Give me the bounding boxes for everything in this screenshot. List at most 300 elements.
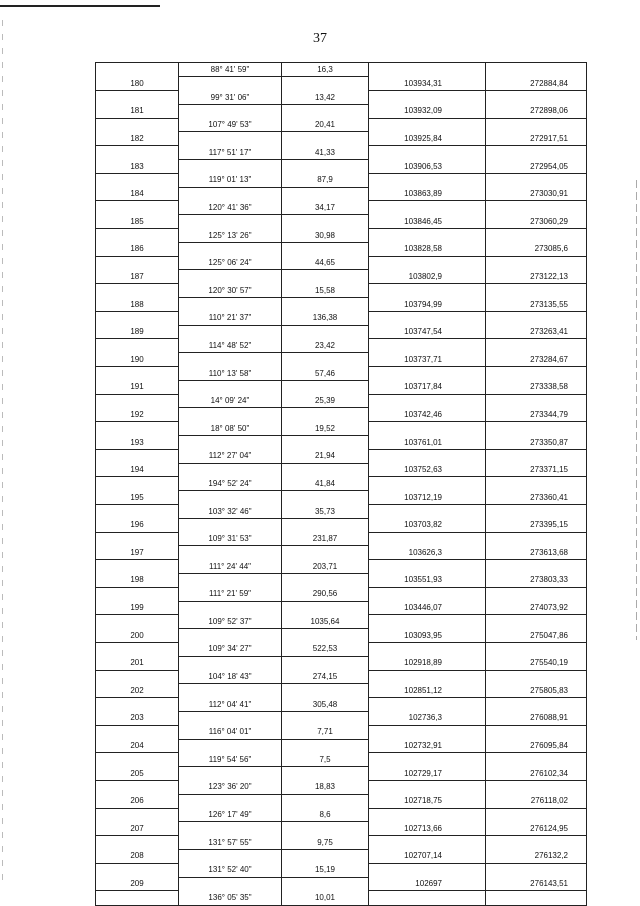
point-number-cell: 183 bbox=[96, 160, 179, 174]
y-cell bbox=[486, 256, 587, 270]
point-cell bbox=[96, 532, 179, 546]
x-cell bbox=[369, 532, 486, 546]
angle-cell bbox=[179, 491, 282, 505]
point-cell bbox=[96, 808, 179, 822]
point-number-cell: 205 bbox=[96, 767, 179, 781]
x-cell bbox=[369, 201, 486, 215]
y-coordinate-cell: 273395,15 bbox=[486, 518, 587, 532]
length-cell bbox=[282, 436, 369, 450]
length-cell: 19,52 bbox=[282, 422, 369, 436]
table-row-point bbox=[96, 160, 587, 174]
table-row-point bbox=[96, 408, 587, 422]
x-coordinate-cell: 102736,3 bbox=[369, 711, 486, 725]
x-coordinate-cell: 103932,09 bbox=[369, 104, 486, 118]
y-cell bbox=[486, 532, 587, 546]
angle-cell bbox=[179, 325, 282, 339]
y-coordinate-cell: 272954,05 bbox=[486, 160, 587, 174]
x-coordinate-cell: 103737,71 bbox=[369, 353, 486, 367]
length-cell: 10,01 bbox=[282, 891, 369, 905]
y-cell bbox=[486, 477, 587, 491]
length-cell: 21,94 bbox=[282, 449, 369, 463]
angle-cell: 99° 31' 06" bbox=[179, 91, 282, 105]
x-coordinate-cell: 102707,14 bbox=[369, 849, 486, 863]
point-number-cell: 202 bbox=[96, 684, 179, 698]
x-cell bbox=[369, 891, 486, 905]
point-number-cell: 203 bbox=[96, 711, 179, 725]
table-row-angle bbox=[96, 284, 587, 298]
angle-cell bbox=[179, 656, 282, 670]
length-cell: 18,83 bbox=[282, 780, 369, 794]
table-row-angle bbox=[96, 615, 587, 629]
angle-cell: 131° 52' 40" bbox=[179, 863, 282, 877]
x-cell bbox=[369, 560, 486, 574]
point-cell bbox=[96, 891, 179, 905]
angle-cell: 120° 41' 36" bbox=[179, 201, 282, 215]
y-coordinate-cell: 273284,67 bbox=[486, 353, 587, 367]
length-cell: 203,71 bbox=[282, 560, 369, 574]
x-cell bbox=[369, 505, 486, 519]
table-row-angle bbox=[96, 560, 587, 574]
table-row-angle bbox=[96, 891, 587, 905]
table-row-point bbox=[96, 436, 587, 450]
length-cell bbox=[282, 215, 369, 229]
table-row-point bbox=[96, 601, 587, 615]
length-cell: 136,38 bbox=[282, 311, 369, 325]
angle-cell: 110° 21' 37" bbox=[179, 311, 282, 325]
angle-cell bbox=[179, 160, 282, 174]
table-row-angle bbox=[96, 146, 587, 160]
angle-cell: 104° 18' 43" bbox=[179, 670, 282, 684]
length-cell bbox=[282, 270, 369, 284]
length-cell bbox=[282, 849, 369, 863]
y-cell bbox=[486, 587, 587, 601]
angle-cell: 136° 05' 35" bbox=[179, 891, 282, 905]
table-row-angle bbox=[96, 863, 587, 877]
x-coordinate-cell: 103446,07 bbox=[369, 601, 486, 615]
length-cell bbox=[282, 380, 369, 394]
y-coordinate-cell: 272898,06 bbox=[486, 104, 587, 118]
x-cell bbox=[369, 642, 486, 656]
length-cell: 305,48 bbox=[282, 698, 369, 712]
angle-cell bbox=[179, 104, 282, 118]
angle-cell: 18° 08' 50" bbox=[179, 422, 282, 436]
x-cell bbox=[369, 587, 486, 601]
length-cell bbox=[282, 160, 369, 174]
length-cell bbox=[282, 77, 369, 91]
x-coordinate-cell: 103846,45 bbox=[369, 215, 486, 229]
length-cell: 231,87 bbox=[282, 532, 369, 546]
table-row-angle bbox=[96, 505, 587, 519]
length-cell bbox=[282, 104, 369, 118]
angle-cell: 111° 21' 59" bbox=[179, 587, 282, 601]
angle-cell bbox=[179, 77, 282, 91]
length-cell bbox=[282, 491, 369, 505]
angle-cell: 117° 51' 17" bbox=[179, 146, 282, 160]
length-cell bbox=[282, 767, 369, 781]
angle-cell: 109° 31' 53" bbox=[179, 532, 282, 546]
table-row-angle bbox=[96, 532, 587, 546]
point-cell bbox=[96, 780, 179, 794]
length-cell: 57,46 bbox=[282, 367, 369, 381]
angle-cell bbox=[179, 684, 282, 698]
length-cell: 41,84 bbox=[282, 477, 369, 491]
y-cell bbox=[486, 422, 587, 436]
x-cell bbox=[369, 449, 486, 463]
angle-cell bbox=[179, 353, 282, 367]
length-cell bbox=[282, 546, 369, 560]
x-cell bbox=[369, 422, 486, 436]
length-cell: 290,56 bbox=[282, 587, 369, 601]
y-coordinate-cell: 273030,91 bbox=[486, 187, 587, 201]
y-cell bbox=[486, 63, 587, 77]
x-cell bbox=[369, 753, 486, 767]
y-coordinate-cell: 276088,91 bbox=[486, 711, 587, 725]
y-cell bbox=[486, 863, 587, 877]
point-cell bbox=[96, 63, 179, 77]
point-cell bbox=[96, 91, 179, 105]
table-row-point bbox=[96, 656, 587, 670]
x-coordinate-cell: 103717,84 bbox=[369, 380, 486, 394]
page-number: 37 bbox=[313, 31, 327, 46]
y-cell bbox=[486, 615, 587, 629]
x-coordinate-cell: 102918,89 bbox=[369, 656, 486, 670]
angle-cell bbox=[179, 132, 282, 146]
length-cell bbox=[282, 822, 369, 836]
length-cell: 30,98 bbox=[282, 229, 369, 243]
point-number-cell: 195 bbox=[96, 491, 179, 505]
x-cell bbox=[369, 698, 486, 712]
point-cell bbox=[96, 256, 179, 270]
length-cell bbox=[282, 132, 369, 146]
x-cell bbox=[369, 311, 486, 325]
x-cell bbox=[369, 670, 486, 684]
point-number-cell: 206 bbox=[96, 794, 179, 808]
angle-cell: 109° 52' 37" bbox=[179, 615, 282, 629]
length-cell bbox=[282, 463, 369, 477]
angle-cell: 112° 04' 41" bbox=[179, 698, 282, 712]
table-row-point bbox=[96, 491, 587, 505]
y-cell bbox=[486, 311, 587, 325]
length-cell bbox=[282, 629, 369, 643]
table-row-angle bbox=[96, 753, 587, 767]
y-coordinate-cell: 272884,84 bbox=[486, 77, 587, 91]
y-cell bbox=[486, 118, 587, 132]
x-coordinate-cell: 103761,01 bbox=[369, 436, 486, 450]
x-cell bbox=[369, 780, 486, 794]
point-cell bbox=[96, 477, 179, 491]
table-row-point bbox=[96, 822, 587, 836]
point-cell bbox=[96, 725, 179, 739]
table-row-point bbox=[96, 77, 587, 91]
table-row-angle bbox=[96, 808, 587, 822]
point-cell bbox=[96, 615, 179, 629]
point-cell bbox=[96, 698, 179, 712]
length-cell: 35,73 bbox=[282, 505, 369, 519]
length-cell: 44,65 bbox=[282, 256, 369, 270]
y-cell bbox=[486, 836, 587, 850]
x-cell bbox=[369, 146, 486, 160]
point-cell bbox=[96, 642, 179, 656]
y-coordinate-cell: 276132,2 bbox=[486, 849, 587, 863]
table-row-point bbox=[96, 739, 587, 753]
y-coordinate-cell: 276095,84 bbox=[486, 739, 587, 753]
angle-cell: 88° 41' 59" bbox=[179, 63, 282, 77]
point-number-cell: 185 bbox=[96, 215, 179, 229]
point-number-cell: 180 bbox=[96, 77, 179, 91]
angle-cell bbox=[179, 849, 282, 863]
scan-edge-left bbox=[2, 20, 3, 880]
point-cell bbox=[96, 284, 179, 298]
y-cell bbox=[486, 891, 587, 905]
table-row-angle bbox=[96, 477, 587, 491]
x-cell bbox=[369, 229, 486, 243]
table-row-point bbox=[96, 546, 587, 560]
x-coordinate-cell: 102851,12 bbox=[369, 684, 486, 698]
table-row-angle bbox=[96, 449, 587, 463]
length-cell: 7,5 bbox=[282, 753, 369, 767]
y-cell bbox=[486, 670, 587, 684]
length-cell bbox=[282, 656, 369, 670]
length-cell bbox=[282, 353, 369, 367]
table-row-point bbox=[96, 463, 587, 477]
point-number-cell: 188 bbox=[96, 298, 179, 312]
y-coordinate-cell: 276143,51 bbox=[486, 877, 587, 891]
y-cell bbox=[486, 284, 587, 298]
length-cell: 13,42 bbox=[282, 91, 369, 105]
point-number-cell: 189 bbox=[96, 325, 179, 339]
table-row-point bbox=[96, 325, 587, 339]
angle-cell bbox=[179, 573, 282, 587]
y-coordinate-cell: 272917,51 bbox=[486, 132, 587, 146]
table-row-angle bbox=[96, 725, 587, 739]
table-row-angle bbox=[96, 63, 587, 77]
angle-cell bbox=[179, 877, 282, 891]
y-coordinate-cell: 273344,79 bbox=[486, 408, 587, 422]
point-cell bbox=[96, 173, 179, 187]
x-coordinate-cell: 103093,95 bbox=[369, 629, 486, 643]
table-row-angle bbox=[96, 229, 587, 243]
table-row-point bbox=[96, 849, 587, 863]
angle-cell: 125° 06' 24" bbox=[179, 256, 282, 270]
table-row-angle bbox=[96, 422, 587, 436]
point-cell bbox=[96, 587, 179, 601]
angle-cell bbox=[179, 767, 282, 781]
x-coordinate-cell: 103828,58 bbox=[369, 242, 486, 256]
x-cell bbox=[369, 284, 486, 298]
y-coordinate-cell: 275047,86 bbox=[486, 629, 587, 643]
angle-cell: 119° 54' 56" bbox=[179, 753, 282, 767]
length-cell: 15,19 bbox=[282, 863, 369, 877]
point-number-cell: 190 bbox=[96, 353, 179, 367]
point-cell bbox=[96, 422, 179, 436]
x-cell bbox=[369, 725, 486, 739]
y-cell bbox=[486, 725, 587, 739]
x-cell bbox=[369, 863, 486, 877]
y-coordinate-cell: 275540,19 bbox=[486, 656, 587, 670]
point-number-cell: 198 bbox=[96, 573, 179, 587]
point-cell bbox=[96, 229, 179, 243]
length-cell bbox=[282, 601, 369, 615]
x-coordinate-cell: 103925,84 bbox=[369, 132, 486, 146]
table-row-angle bbox=[96, 201, 587, 215]
point-cell bbox=[96, 367, 179, 381]
x-cell bbox=[369, 836, 486, 850]
point-number-cell: 193 bbox=[96, 436, 179, 450]
x-coordinate-cell: 103712,19 bbox=[369, 491, 486, 505]
x-coordinate-cell: 103802,9 bbox=[369, 270, 486, 284]
angle-cell: 119° 01' 13" bbox=[179, 173, 282, 187]
angle-cell bbox=[179, 629, 282, 643]
table-row-point bbox=[96, 298, 587, 312]
point-number-cell: 194 bbox=[96, 463, 179, 477]
x-coordinate-cell: 103703,82 bbox=[369, 518, 486, 532]
x-coordinate-cell: 103747,54 bbox=[369, 325, 486, 339]
table-row-point bbox=[96, 215, 587, 229]
y-coordinate-cell: 273122,13 bbox=[486, 270, 587, 284]
x-coordinate-cell: 102713,66 bbox=[369, 822, 486, 836]
coordinates-table-body bbox=[96, 63, 587, 906]
x-cell bbox=[369, 91, 486, 105]
x-coordinate-cell: 103742,46 bbox=[369, 408, 486, 422]
table-row-point bbox=[96, 353, 587, 367]
table-row-angle bbox=[96, 587, 587, 601]
x-cell bbox=[369, 394, 486, 408]
angle-cell: 126° 17' 49" bbox=[179, 808, 282, 822]
point-cell bbox=[96, 146, 179, 160]
angle-cell: 112° 27' 04" bbox=[179, 449, 282, 463]
table-row-point bbox=[96, 132, 587, 146]
point-number-cell: 209 bbox=[96, 877, 179, 891]
y-cell bbox=[486, 642, 587, 656]
angle-cell bbox=[179, 546, 282, 560]
angle-cell: 107° 49' 53" bbox=[179, 118, 282, 132]
point-cell bbox=[96, 394, 179, 408]
angle-cell bbox=[179, 270, 282, 284]
angle-cell bbox=[179, 436, 282, 450]
y-coordinate-cell: 273135,55 bbox=[486, 298, 587, 312]
table-row-angle bbox=[96, 339, 587, 353]
table-row-angle bbox=[96, 394, 587, 408]
y-coordinate-cell: 273613,68 bbox=[486, 546, 587, 560]
table-row-angle bbox=[96, 780, 587, 794]
y-coordinate-cell: 276124,95 bbox=[486, 822, 587, 836]
angle-cell bbox=[179, 739, 282, 753]
length-cell bbox=[282, 794, 369, 808]
x-cell bbox=[369, 256, 486, 270]
point-number-cell: 207 bbox=[96, 822, 179, 836]
x-cell bbox=[369, 615, 486, 629]
x-cell bbox=[369, 63, 486, 77]
x-coordinate-cell: 103551,93 bbox=[369, 573, 486, 587]
point-number-cell: 208 bbox=[96, 849, 179, 863]
top-rule bbox=[0, 5, 160, 7]
y-coordinate-cell: 273263,41 bbox=[486, 325, 587, 339]
angle-cell bbox=[179, 215, 282, 229]
x-cell bbox=[369, 808, 486, 822]
angle-cell: 125° 13' 26" bbox=[179, 229, 282, 243]
y-cell bbox=[486, 367, 587, 381]
table-row-angle bbox=[96, 173, 587, 187]
angle-cell: 14° 09' 24" bbox=[179, 394, 282, 408]
length-cell bbox=[282, 518, 369, 532]
table-row-point bbox=[96, 877, 587, 891]
x-cell bbox=[369, 477, 486, 491]
y-coordinate-cell: 273350,87 bbox=[486, 436, 587, 450]
point-cell bbox=[96, 339, 179, 353]
y-cell bbox=[486, 229, 587, 243]
scan-edge-right bbox=[636, 180, 637, 640]
y-coordinate-cell: 273803,33 bbox=[486, 573, 587, 587]
length-cell: 8,6 bbox=[282, 808, 369, 822]
x-coordinate-cell: 102732,91 bbox=[369, 739, 486, 753]
x-cell bbox=[369, 173, 486, 187]
point-number-cell: 181 bbox=[96, 104, 179, 118]
y-cell bbox=[486, 698, 587, 712]
y-coordinate-cell: 275805,83 bbox=[486, 684, 587, 698]
y-coordinate-cell: 273360,41 bbox=[486, 491, 587, 505]
x-cell bbox=[369, 367, 486, 381]
point-number-cell: 201 bbox=[96, 656, 179, 670]
table-row-point bbox=[96, 684, 587, 698]
length-cell bbox=[282, 573, 369, 587]
y-cell bbox=[486, 91, 587, 105]
length-cell bbox=[282, 684, 369, 698]
table-row-angle bbox=[96, 311, 587, 325]
angle-cell bbox=[179, 380, 282, 394]
y-cell bbox=[486, 560, 587, 574]
length-cell: 15,58 bbox=[282, 284, 369, 298]
y-coordinate-cell: 273060,29 bbox=[486, 215, 587, 229]
y-cell bbox=[486, 449, 587, 463]
point-number-cell: 192 bbox=[96, 408, 179, 422]
length-cell bbox=[282, 877, 369, 891]
table-row-angle bbox=[96, 642, 587, 656]
table-row-point bbox=[96, 518, 587, 532]
length-cell bbox=[282, 408, 369, 422]
point-cell bbox=[96, 311, 179, 325]
table-row-point bbox=[96, 242, 587, 256]
angle-cell bbox=[179, 711, 282, 725]
point-number-cell: 186 bbox=[96, 242, 179, 256]
y-cell bbox=[486, 339, 587, 353]
y-cell bbox=[486, 753, 587, 767]
table-row-point bbox=[96, 794, 587, 808]
point-cell bbox=[96, 505, 179, 519]
x-coordinate-cell: 103934,31 bbox=[369, 77, 486, 91]
length-cell bbox=[282, 187, 369, 201]
y-cell bbox=[486, 505, 587, 519]
angle-cell bbox=[179, 518, 282, 532]
length-cell: 20,41 bbox=[282, 118, 369, 132]
x-coordinate-cell: 103752,63 bbox=[369, 463, 486, 477]
length-cell: 7,71 bbox=[282, 725, 369, 739]
table-row-angle bbox=[96, 118, 587, 132]
x-coordinate-cell: 103794,99 bbox=[369, 298, 486, 312]
length-cell: 25,39 bbox=[282, 394, 369, 408]
point-cell bbox=[96, 118, 179, 132]
angle-cell bbox=[179, 187, 282, 201]
point-number-cell: 200 bbox=[96, 629, 179, 643]
point-cell bbox=[96, 560, 179, 574]
x-coordinate-cell: 103626,3 bbox=[369, 546, 486, 560]
point-cell bbox=[96, 449, 179, 463]
y-cell bbox=[486, 173, 587, 187]
y-coordinate-cell: 276118,02 bbox=[486, 794, 587, 808]
y-cell bbox=[486, 808, 587, 822]
length-cell bbox=[282, 739, 369, 753]
angle-cell: 194° 52' 24" bbox=[179, 477, 282, 491]
table-row-angle bbox=[96, 256, 587, 270]
